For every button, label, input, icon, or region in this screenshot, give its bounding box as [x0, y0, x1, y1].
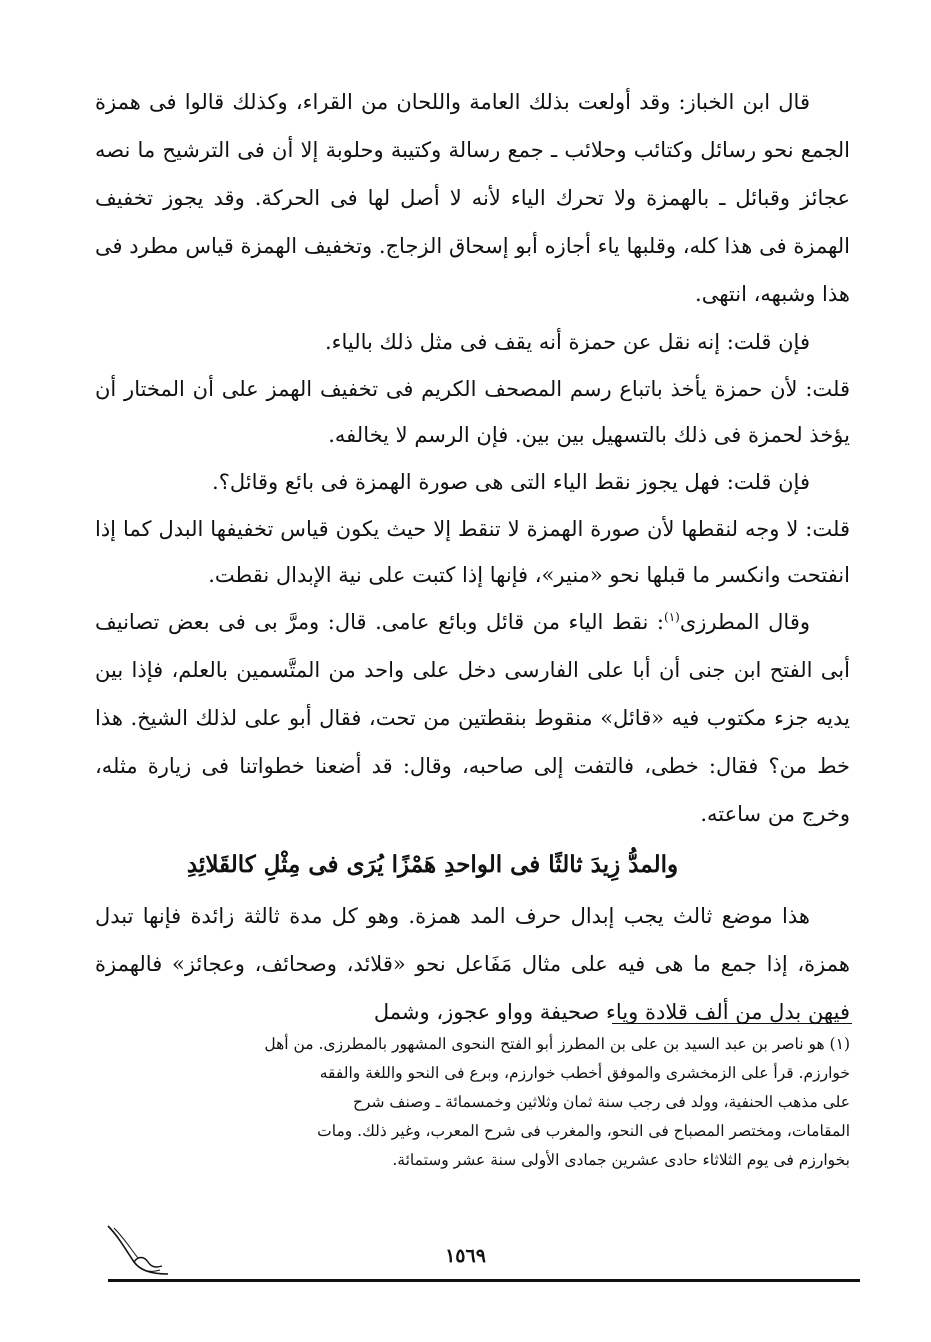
- page-number: ١٥٦٩: [445, 1245, 486, 1267]
- footnote-line-4: المقامات، ومختصر المصباح فى النحو، والمغرب فى شرح المعرب، وغير ذلك. ومات: [317, 1122, 850, 1140]
- footnote-line-1: (١) هو ناصر بن عبد السيد بن على بن المطرز أبو الفتح النحوى المشهور بالمطرزى. من أهل: [264, 1035, 850, 1053]
- footnote: [95, 1030, 850, 1175]
- footnote-ref-1: (١): [664, 610, 680, 624]
- paragraph-mutarrizi: [95, 598, 850, 838]
- paragraph-final: هذا موضع ثالث يجب إبدال حرف المد همزة. وهو كل مدة ثالثة زائدة فإنها تبدل همزة، إذا جمع ما هى فيه على مثال مَفَاعل نحو «قلائد، وصحائف، وعجائز» فالهمزة فيهن بدل من ألف قلادة وياء صحيفة وواو عجوز، وشمل: [95, 904, 850, 1024]
- paragraph-answer-hamza: قلت: لأن حمزة يأخذ باتباع رسم المصحف الكريم فى تخفيف الهمز على أن المختار أن يؤخذ لحمزة فى ذلك بالتسهيل بين بين. فإن الرسم لا يخالفه.: [95, 377, 851, 447]
- main-text: [95, 78, 850, 1036]
- footnote-line-2: خوارزم. قرأ على الزمخشرى والموفق أخطب خوارزم، وبرع فى النحو واللغة والفقه: [319, 1064, 850, 1082]
- verse-line: والمدُّ زِيدَ ثالثًا فى الواحدِ هَمْزًا يُرَى فى مِثْلِ كالقَلائِدِ: [186, 851, 679, 878]
- mutarrizi-lead: وقال المطرزى: [679, 610, 810, 634]
- paragraph-question-dotting: فإن قلت: فهل يجوز نقط الياء التى هى صورة الهمزة فى بائع وقائل؟.: [212, 470, 810, 494]
- footnote-separator: [612, 1023, 852, 1024]
- paragraph-answer-dotting: قلت: لا وجه لنقطها لأن صورة الهمزة لا تنقط إلا حيث يكون قياس تخفيفها البدل كما إذا انفتحت وانكسر ما قبلها نحو «منير»، فإنها إذا كتبت على نية الإبدال نقطت.: [95, 517, 850, 587]
- footnote-line-5: بخوارزم فى يوم الثلاثاء حادى عشرين جمادى الأولى سنة عشر وستمائة.: [392, 1151, 850, 1169]
- footnote-line-3: على مذهب الحنفية، وولد فى رجب سنة ثمان وثلاثين وخمسمائة ـ وصنف شرح: [352, 1093, 850, 1111]
- paragraph-question-hamza: فإن قلت: إنه نقل عن حمزة أنه يقف فى مثل ذلك بالياء.: [324, 330, 810, 354]
- paragraph-ibn-khabbaz: قال ابن الخباز: وقد أولعت بذلك العامة واللحان من القراء، وكذلك قالوا فى همزة الجمع نحو رسائل وكتائب وحلائب ـ جمع رسالة وكتيبة وحلوبة إلا أن فى الترشيح ما نصه عجائز وقبائل ـ بالهمزة ولا تحرك الياء لأنه لا أصل لها فى الحركة. وقد يجوز تخفيف الهمزة فى هذا كله، وقلبها ياء أجازه أبو إسحاق الزجاج. وتخفيف الهمزة قياس مطرد فى هذا وشبهه، انتهى.: [95, 90, 850, 306]
- bottom-rule: [108, 1279, 860, 1282]
- mutarrizi-text: : نقط الياء من قائل وبائع عامى. قال: ومرَّ بى فى بعض تصانيف أبى الفتح ابن جنى أن أبا على الفارسى دخل على واحد من المتَّسمين بالعلم، فإذا بين يديه جزء مكتوب فيه «قائل» منقوط بنقطتين من تحت، فقال أبو على لذلك الشيخ. هذا خط من؟ فقال: خطى، فالتفت إلى صاحبه، وقال: قد أضعنا خطواتنا فى زيارة مثله، وخرج من ساعته.: [95, 610, 850, 826]
